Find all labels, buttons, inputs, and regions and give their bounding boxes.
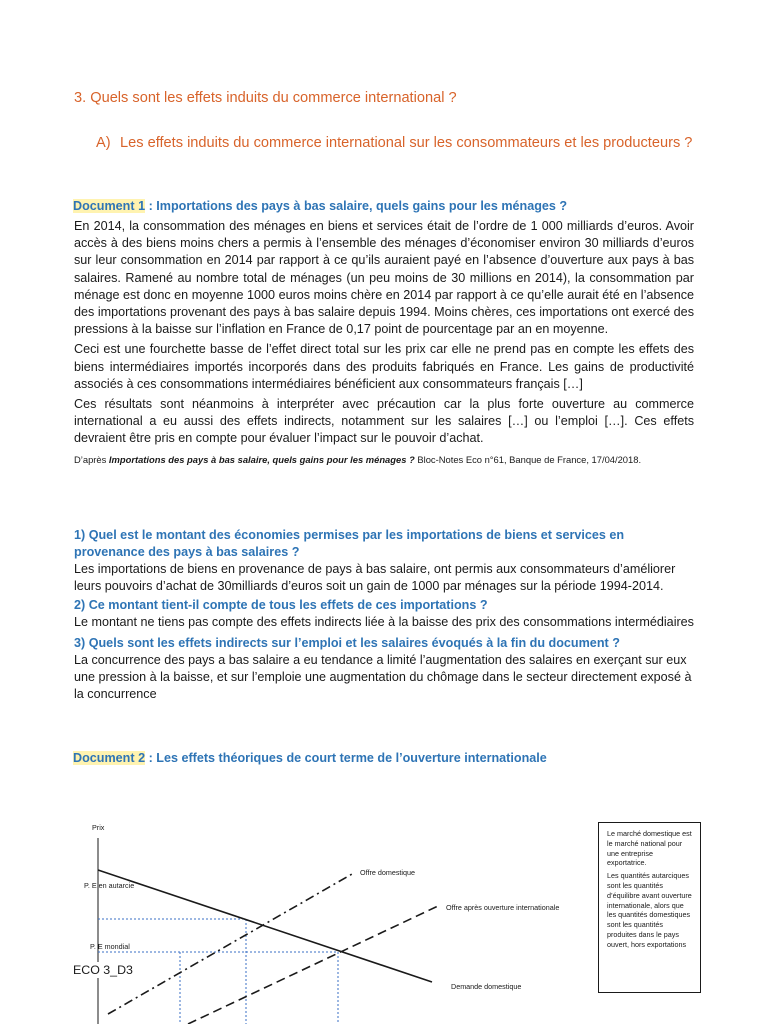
questions xyxy=(74,527,694,703)
section-title: 3. Quels sont les effets induits du commerce international ? xyxy=(74,90,457,106)
supply-demand-graph xyxy=(0,800,600,1024)
pe-mondial-label: P. E mondial xyxy=(90,942,130,951)
doc1-paragraph: En 2014, la consommation des ménages en biens et services était de l’ordre de 1 000 milliards d’euros. Avoir accès à des biens moins chers a permis à l’ensemble des ménages d’économiser environ 30 milliards d’euros sur leur consommation en 2014 par rapport à ce qu’ils auraient payé en l’absence d’ouverture aux pays à bas salaires. Ramené au nombre total de ménages (un peu moins de 30 millions en 2014), la consommation par ménage est donc en moyenne 1000 euros moins chère en 2014 par rapport à ce qu’elle aurait été en l’absence des importations provenant des pays à bas salaire depuis 1994. Moins chères, ces importations ont exercé des pressions à la baisse sur l’inflation en France de 0,17 point de pourcentage par an en moyenne. xyxy=(74,219,694,337)
doc2-heading xyxy=(73,750,713,767)
demand-curve xyxy=(98,870,432,982)
page-footer: ECO 3_D3 xyxy=(73,963,133,977)
domestic-supply-curve xyxy=(108,874,352,1014)
question-2: 2) Ce montant tient-il compte de tous les effets de ces importations ? xyxy=(74,598,488,612)
answer-2: Le montant ne tiens pas compte des effets indirects liée à la baisse des prix des consommations intermédiaires xyxy=(74,615,694,629)
domestic-supply-label: Offre domestique xyxy=(360,868,416,877)
note-paragraph-2: Les quantités autarciques sont les quantités d’équilibre avant ouverture internationale, alors que les quantités domestiques sont les quantités produites dans le pays ouvert, hors exportations xyxy=(607,871,692,949)
open-supply-label: Offre après ouverture internationale xyxy=(446,903,560,912)
doc1-heading xyxy=(73,198,713,215)
doc1-source xyxy=(74,453,694,466)
section-subtitle xyxy=(96,134,694,153)
source-prefix: D’après xyxy=(74,453,109,465)
note-box xyxy=(598,822,701,993)
doc1-paragraph: Ces résultats sont néanmoins à interpréter avec précaution car la plus forte ouverture au commerce international a eu aussi des effets indirects, notamment sur les salaires […] ou l’emploi […]. Ces effets devraient être pris en compte pour évaluer l’impact sur le pouvoir d’achat. xyxy=(74,397,694,446)
demand-label: Demande domestique xyxy=(451,982,522,991)
source-suffix: Bloc-Notes Eco n°61, Banque de France, 17/04/2018. xyxy=(414,453,642,465)
question-1: 1) Quel est le montant des économies permises par les importations de biens et services en provenance des pays à bas salaires ? xyxy=(74,528,625,559)
subtitle-letter: A) xyxy=(96,135,111,151)
doc2-title: : Les effets théoriques de court terme de l’ouverture internationale xyxy=(145,751,547,765)
open-supply-curve xyxy=(188,906,438,1024)
doc2-label: Document 2 xyxy=(73,751,146,765)
pe-autarcie-label: P. E en autarcie xyxy=(84,881,135,890)
y-axis-label: Prix xyxy=(92,823,105,832)
answer-1: Les importations de biens en provenance de pays à bas salaire, ont permis aux consommateurs d’améliorer leurs pouvoirs d’achat de 30milliards d’euros soit un gain de 1000 par ménages sur la période 1994-2014. xyxy=(74,562,676,593)
note-paragraph-1: Le marché domestique est le marché national pour une entreprise exportatrice. xyxy=(607,829,692,868)
subtitle-text: Les effets induits du commerce international sur les consommateurs et les producteurs ? xyxy=(120,135,693,151)
doc1-paragraph: Ceci est une fourchette basse de l’effet direct total sur les prix car elle ne prend pas en compte les effets des biens intermédiaires importés incorporés dans des produits fabriqués en France. Les gains de productivité associés à ces consommations intermédiaires bénéficient aux consommateurs français […] xyxy=(74,342,694,391)
answer-3: La concurrence des pays a bas salaire a eu tendance a limité l’augmentation des salaires en exerçant sur eux une pression à la baisse, et sur l’emploie une augmentation du chômage dans le secteur directement exposé à la concurrence xyxy=(74,653,692,701)
source-title: Importations des pays à bas salaire, quels gains pour les ménages ? xyxy=(108,453,415,465)
doc1-label: Document 1 xyxy=(73,199,146,213)
question-3: 3) Quels sont les effets indirects sur l’emploi et les salaires évoqués à la fin du document ? xyxy=(74,636,620,650)
doc1-title: : Importations des pays à bas salaire, quels gains pour les ménages ? xyxy=(145,199,568,213)
doc1-body xyxy=(74,218,694,466)
